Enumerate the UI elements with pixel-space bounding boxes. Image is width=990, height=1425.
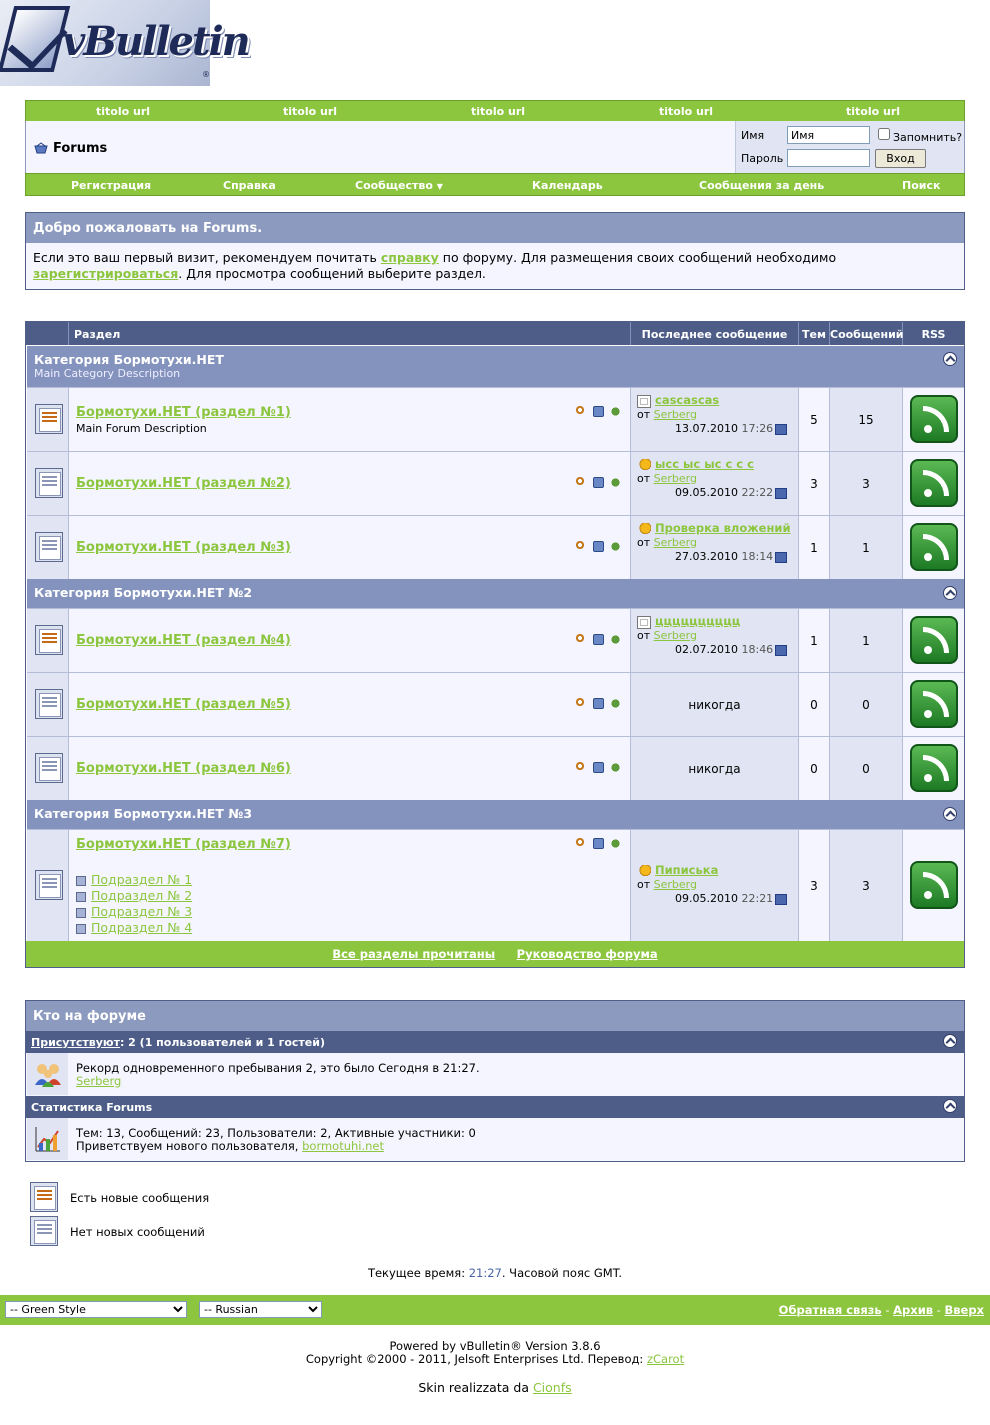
copyright-line [0, 1353, 990, 1366]
subforum-link[interactable] [76, 920, 192, 935]
threads-cell [799, 830, 830, 941]
stats-chart-icon [34, 1125, 62, 1153]
last-post-title[interactable]: Проверка вложений [655, 521, 791, 535]
go-to-post-icon[interactable] [775, 894, 787, 905]
forum-rules-icon[interactable] [593, 838, 604, 849]
no-new-posts-icon [35, 753, 63, 783]
forum-link[interactable]: Бормотухи.НЕТ (раздел №1) [76, 405, 291, 420]
subforum-link[interactable] [76, 872, 192, 887]
by-label: от [637, 877, 651, 891]
remember-label: Запомнить? [893, 131, 963, 144]
last-post-time: 18:14 [741, 550, 774, 563]
forum-row [27, 829, 964, 941]
category-header [27, 346, 964, 387]
legend-new-label: Есть новые сообщения [70, 1191, 210, 1205]
rss-icon[interactable] [910, 395, 958, 443]
last-post-date: 13.07.2010 [675, 422, 738, 435]
welcome-box [25, 212, 965, 290]
no-new-posts-icon [30, 1216, 58, 1246]
logo-mark-icon [0, 6, 70, 72]
col-threads: Тем [799, 322, 830, 345]
nav-search[interactable]: Поиск [902, 179, 941, 192]
thread-count: 1 [810, 541, 818, 555]
rss-icon[interactable] [910, 744, 958, 792]
no-new-posts-icon [35, 870, 63, 900]
last-post-date: 02.07.2010 [675, 643, 738, 656]
forum-desc: Main Forum Description [76, 422, 207, 435]
subforum-icon [76, 876, 86, 886]
subforum-label: Подраздел № 3 [91, 904, 193, 919]
category-header [27, 579, 964, 608]
top-link[interactable]: Вверх [944, 1303, 984, 1317]
last-post [637, 521, 793, 563]
whos-online-box [25, 1000, 965, 1162]
go-to-post-icon[interactable] [775, 552, 787, 563]
thumbs-up-icon [637, 459, 651, 472]
last-post-cell [631, 830, 799, 941]
posts-cell [830, 673, 903, 736]
forum-info-cell [69, 609, 631, 672]
thread-count: 3 [810, 879, 818, 893]
forum-link[interactable]: Бормотухи.НЕТ (раздел №2) [76, 476, 291, 491]
forum-tools [570, 762, 622, 774]
forum-info-cell [69, 673, 631, 736]
forum-tools [570, 634, 622, 646]
password-input[interactable] [787, 149, 870, 167]
posts-cell [830, 388, 903, 451]
legend-new [30, 1182, 330, 1214]
moderators-icon[interactable] [610, 634, 621, 645]
nav-todays-posts[interactable]: Сообщения за день [699, 179, 825, 192]
no-new-posts-icon [35, 532, 63, 562]
forum-tools [570, 838, 622, 850]
last-post-user[interactable]: Serberg [653, 535, 697, 549]
rss-icon[interactable] [910, 680, 958, 728]
view-icon[interactable] [576, 477, 587, 488]
forum-row [27, 736, 964, 800]
table-footer [26, 941, 964, 967]
last-post-cell [631, 673, 799, 736]
online-subheader [26, 1031, 964, 1053]
password-label: Пароль [741, 152, 784, 165]
forum-link[interactable]: Бормотухи.НЕТ (раздел №3) [76, 540, 291, 555]
threads-cell [799, 388, 830, 451]
threads-cell [799, 673, 830, 736]
col-rss: RSS [921, 328, 946, 341]
username-label: Имя [741, 129, 765, 142]
view-icon[interactable] [576, 541, 587, 552]
rss-icon[interactable] [910, 861, 958, 909]
language-select[interactable] [199, 1301, 322, 1318]
nav-community-label: Сообщество [355, 179, 433, 192]
newest-member-text: Приветствуем нового пользователя, [76, 1139, 303, 1153]
login-button[interactable]: Вход [875, 149, 926, 168]
rss-cell [903, 388, 964, 451]
forum-info-cell [69, 516, 631, 579]
moderators-icon[interactable] [610, 698, 621, 709]
last-post-user[interactable]: Serberg [653, 407, 697, 421]
moderators-icon[interactable] [610, 541, 621, 552]
footer-links: Обратная связь - Архив - Вверх [778, 1303, 984, 1317]
forum-row [27, 515, 964, 579]
rss-cell [903, 609, 964, 672]
record-info [76, 1062, 480, 1088]
collapse-icon[interactable] [943, 1034, 957, 1048]
post-count: 0 [862, 698, 870, 712]
forum-link[interactable]: Бормотухи.НЕТ (раздел №6) [76, 761, 291, 776]
top-nav-link-2[interactable]: titolo url [283, 105, 338, 118]
go-to-post-icon[interactable] [775, 645, 787, 656]
last-post-title[interactable]: Пиписька [655, 863, 719, 877]
post-count: 1 [862, 634, 870, 648]
rss-cell [903, 516, 964, 579]
last-post-cell [631, 609, 799, 672]
online-user-link[interactable]: Serberg [76, 1074, 122, 1088]
post-count: 3 [862, 879, 870, 893]
threads-cell [799, 737, 830, 800]
forum-row [27, 672, 964, 736]
no-new-posts-icon [35, 468, 63, 498]
by-label: от [637, 628, 651, 642]
forum-tools [570, 541, 622, 553]
forum-rules-icon[interactable] [593, 762, 604, 773]
forum-row [27, 451, 964, 515]
last-post-cell [631, 388, 799, 451]
thumbs-up-icon [637, 865, 651, 878]
top-nav-link-5[interactable]: titolo url [846, 105, 901, 118]
forum-tools [570, 698, 622, 710]
forum-link[interactable]: Бормотухи.НЕТ (раздел №7) [76, 837, 291, 852]
forum-row [27, 608, 964, 672]
remember-checkbox[interactable] [878, 128, 890, 140]
last-post-datetime [675, 486, 787, 499]
mark-forums-read-link[interactable]: Все разделы прочитаны [332, 947, 496, 961]
col-last-post: Последнее сообщение [631, 322, 799, 345]
moderators-icon[interactable] [610, 406, 621, 417]
last-post [637, 457, 793, 499]
thread-count: 5 [810, 413, 818, 427]
welcome-text-part: по форуму. Для размещения своих сообщений необходимо [438, 250, 837, 265]
last-post-user[interactable]: Serberg [653, 471, 697, 485]
col-posts: Сообщений [830, 322, 903, 345]
post-count: 0 [862, 762, 870, 776]
users-icon [33, 1061, 63, 1087]
new-posts-icon [35, 625, 63, 655]
go-to-post-icon[interactable] [775, 424, 787, 435]
by-label: от [637, 535, 651, 549]
last-post-title[interactable]: ысс ыс ыс с с с [655, 457, 754, 471]
rss-icon[interactable] [910, 616, 958, 664]
by-label: от [637, 407, 651, 421]
subforum-label: Подраздел № 4 [91, 920, 193, 935]
skin-credit [0, 1380, 990, 1395]
forum-rules-icon[interactable] [593, 541, 604, 552]
nav-calendar[interactable]: Календарь [532, 179, 603, 192]
thread-count: 0 [810, 762, 818, 776]
forum-status-cell [27, 609, 69, 672]
document-icon [637, 395, 651, 408]
threads-cell [799, 452, 830, 515]
welcome-text-part: Если это ваш первый визит, рекомендуем почитать [33, 250, 381, 265]
view-icon[interactable] [576, 762, 587, 773]
last-post-cell [631, 516, 799, 579]
last-post-time: 22:22 [741, 486, 774, 499]
forum-status-cell [27, 388, 69, 451]
newest-member-line [76, 1140, 476, 1153]
nav-community[interactable] [355, 179, 443, 192]
stats-title: Статистика Forums [31, 1101, 153, 1114]
time-value: 21:27 [468, 1266, 502, 1280]
last-post-title[interactable]: цццццццццц [655, 614, 741, 628]
post-count: 1 [862, 541, 870, 555]
current-time [0, 1266, 990, 1280]
subforum-icon [76, 908, 86, 918]
view-icon[interactable] [576, 634, 587, 645]
new-posts-icon [30, 1182, 58, 1212]
category-desc: Main Category Description [34, 367, 181, 380]
never-text: никогда [688, 762, 741, 776]
view-icon[interactable] [576, 838, 587, 849]
category-title[interactable]: Категория Бормотухи.НЕТ №2 [34, 585, 253, 600]
forum-status-cell [27, 673, 69, 736]
document-icon [637, 616, 651, 629]
forum-list-table [25, 321, 965, 968]
time-suffix: . Часовой пояс GMT. [501, 1266, 623, 1280]
last-post-datetime [675, 550, 787, 563]
welcome-title: Добро пожаловать на Forums. [26, 213, 964, 243]
legend-old-label: Нет новых сообщений [70, 1225, 205, 1239]
subforum-label: Подраздел № 2 [91, 888, 193, 903]
posts-cell [830, 830, 903, 941]
forum-status-cell [27, 830, 69, 941]
forum-link[interactable]: Бормотухи.НЕТ (раздел №4) [76, 633, 291, 648]
logo-reg: ® [202, 70, 210, 79]
last-post-datetime [675, 643, 787, 656]
new-posts-icon [35, 404, 63, 434]
powered-by [0, 1340, 990, 1366]
posts-cell [830, 737, 903, 800]
collapse-icon[interactable] [943, 586, 957, 600]
rss-cell [903, 673, 964, 736]
online-count: : 2 (1 пользователей и 1 гостей) [119, 1036, 325, 1049]
last-post [637, 614, 793, 656]
copyright-text: Copyright ©2000 - 2011, Jelsoft Enterprises Ltd. Перевод: [305, 1352, 647, 1366]
stats-info [76, 1127, 476, 1153]
forum-link[interactable]: Бормотухи.НЕТ (раздел №5) [76, 697, 291, 712]
category-title[interactable]: Категория Бормотухи.НЕТ [34, 352, 224, 367]
posts-cell [830, 452, 903, 515]
forum-info-cell [69, 737, 631, 800]
last-post-time: 17:26 [741, 422, 774, 435]
username-input[interactable] [787, 126, 870, 144]
last-post-cell [631, 737, 799, 800]
online-users-icon-cell [27, 1053, 68, 1095]
subforum-link[interactable] [76, 888, 192, 903]
rss-icon[interactable] [910, 523, 958, 571]
col-forum: Раздел [69, 322, 631, 345]
posts-cell [830, 609, 903, 672]
last-post-time: 22:21 [741, 892, 774, 905]
forum-tools [570, 406, 622, 418]
forum-rules-icon[interactable] [593, 634, 604, 645]
powered-line: Powered by vBulletin® Version 3.8.6 [389, 1339, 601, 1353]
forum-rules-icon[interactable] [593, 406, 604, 417]
thread-count: 3 [810, 477, 818, 491]
no-new-posts-icon [35, 689, 63, 719]
last-post-date: 09.05.2010 [675, 486, 738, 499]
thumbs-up-icon [637, 523, 651, 536]
category-title[interactable]: Категория Бормотухи.НЕТ №3 [34, 806, 253, 821]
translator-link[interactable]: zCarot [646, 1352, 685, 1366]
contact-link[interactable]: Обратная связь [778, 1303, 882, 1317]
top-nav-link-1[interactable]: titolo url [96, 105, 151, 118]
forum-tools [570, 477, 622, 489]
chevron-down-icon: ▼ [436, 182, 443, 191]
last-post-user[interactable]: Serberg [653, 628, 697, 642]
stats-text: Тем: 13, Сообщений: 23, Пользователи: 2, Активные участники: 0 [76, 1126, 476, 1140]
table-header [26, 322, 964, 345]
forum-rules-icon[interactable] [593, 477, 604, 488]
view-icon[interactable] [576, 698, 587, 709]
forum-leaders-link[interactable]: Руководство форума [516, 947, 658, 961]
last-post-datetime [675, 422, 787, 435]
welcome-text-part: . Для просмотра сообщений выберите раздел. [178, 266, 486, 281]
forum-status-cell [27, 516, 69, 579]
subforum-icon [76, 924, 86, 934]
archive-link[interactable]: Архив [893, 1303, 934, 1317]
top-nav-link-4[interactable]: titolo url [659, 105, 714, 118]
style-select[interactable] [5, 1301, 187, 1318]
col-icon [26, 322, 69, 345]
rss-icon[interactable] [910, 459, 958, 507]
login-form [735, 121, 964, 173]
last-post-date: 09.05.2010 [675, 892, 738, 905]
stats-subheader [26, 1096, 964, 1118]
last-post-title[interactable]: cascascas [655, 393, 720, 407]
posts-cell [830, 516, 903, 579]
forum-info-cell [69, 830, 631, 941]
forum-status-cell [27, 452, 69, 515]
record-text: Рекорд одновременного пребывания 2, это было Сегодня в 21:27. [76, 1061, 480, 1075]
by-label: от [637, 471, 651, 485]
main-navbar [25, 173, 965, 196]
moderators-icon[interactable] [610, 477, 621, 488]
skin-author-link[interactable]: Cionfs [532, 1380, 572, 1395]
last-post-datetime [675, 892, 787, 905]
forum-info-cell [69, 452, 631, 515]
last-post-date: 27.03.2010 [675, 550, 738, 563]
subforum-label: Подраздел № 1 [91, 872, 193, 887]
help-link[interactable]: справку [380, 250, 439, 265]
footer-bar [0, 1295, 990, 1325]
skin-text: Skin realizzata da [418, 1380, 533, 1395]
online-users-link[interactable]: Присутствуют [31, 1036, 120, 1049]
nav-register[interactable]: Регистрация [71, 179, 152, 192]
thread-count: 0 [810, 698, 818, 712]
never-text: никогда [688, 698, 741, 712]
welcome-text [33, 250, 953, 282]
go-to-post-icon[interactable] [775, 488, 787, 499]
time-prefix: Текущее время: [367, 1266, 469, 1280]
category-header [27, 800, 964, 829]
last-post-cell [631, 452, 799, 515]
forum-status-cell [27, 737, 69, 800]
collapse-icon[interactable] [943, 352, 957, 366]
moderators-icon[interactable] [610, 838, 621, 849]
threads-cell [799, 516, 830, 579]
whos-online-title: Кто на форуме [26, 1001, 964, 1031]
thread-count: 1 [810, 634, 818, 648]
collapse-icon[interactable] [943, 1099, 957, 1113]
rss-cell [903, 737, 964, 800]
legend-old [30, 1216, 330, 1248]
nav-help[interactable]: Справка [223, 179, 276, 192]
register-link[interactable]: зарегистрироваться [33, 266, 179, 281]
post-count: 15 [858, 413, 874, 427]
forum-row [27, 387, 964, 451]
forum-rules-icon[interactable] [593, 698, 604, 709]
collapse-icon[interactable] [943, 807, 957, 821]
stats-icon-cell [27, 1118, 68, 1160]
last-post [637, 393, 793, 435]
moderators-icon[interactable] [610, 762, 621, 773]
rss-cell [903, 830, 964, 941]
newest-member-link[interactable]: bormotuhi.net [302, 1139, 385, 1153]
last-post-user[interactable]: Serberg [653, 877, 697, 891]
forum-info-cell [69, 388, 631, 451]
rss-cell [903, 452, 964, 515]
top-navbar [25, 100, 965, 122]
top-nav-link-3[interactable]: titolo url [471, 105, 526, 118]
last-post-time: 18:46 [741, 643, 774, 656]
post-count: 3 [862, 477, 870, 491]
forum-home-icon[interactable] [34, 142, 48, 154]
threads-cell [799, 609, 830, 672]
vbulletin-logo[interactable] [0, 0, 249, 86]
subforum-link[interactable] [76, 904, 192, 919]
logo-text: vBulletin [62, 18, 249, 65]
page-title[interactable]: Forums [53, 141, 108, 156]
last-post [637, 863, 793, 905]
view-icon[interactable] [576, 406, 587, 417]
subforum-icon [76, 892, 86, 902]
